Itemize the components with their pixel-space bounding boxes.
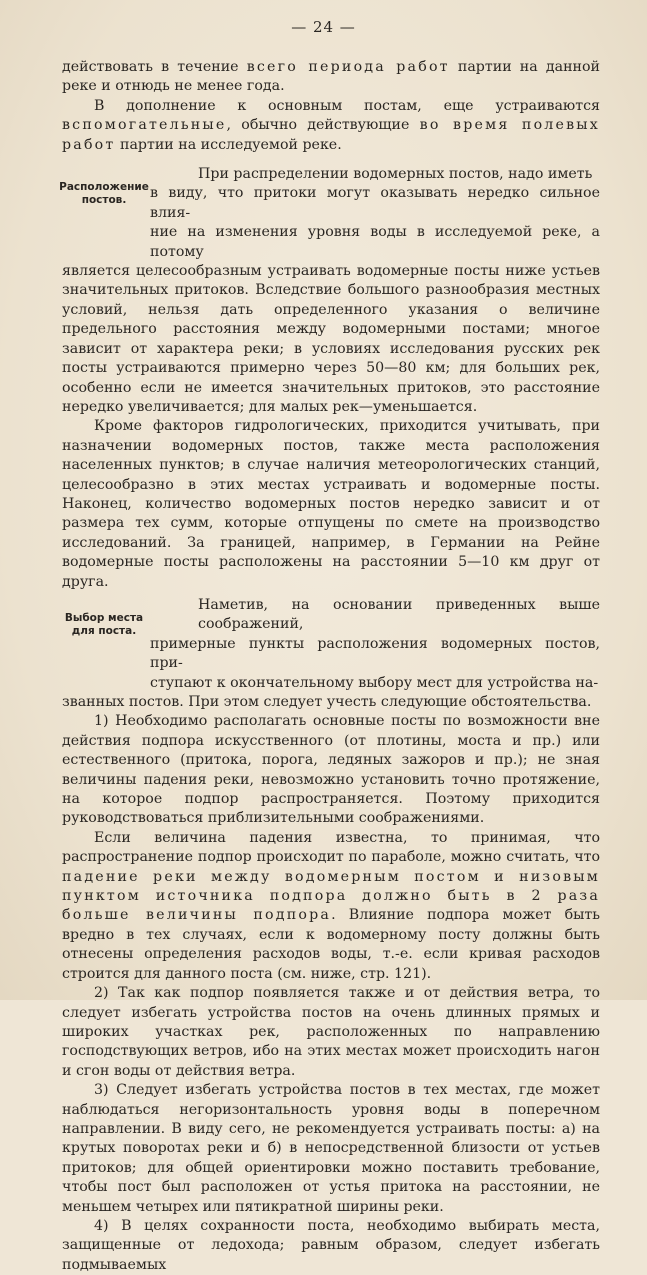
text-run: . Влияние подпора может быть вредно в тех случаях, если к водомерному посту должны быть отнесены определения расходов воды, т.-е. если кривая расходов строится для данного поста (см. ниже, стр. 121).	[62, 907, 600, 982]
page-body	[59, 58, 600, 1275]
list-item: 3) Следует избегать устройства постов в тех местах, где может наблюдаться негоризонтальность уровня воды в поперечном направлении. В виду сего, не рекомендуется устраивать посты: а) на крутых поворотах реки и б) в непосредственной близости от устьев притоков; для общей ориентировки можно поставить требование, чтобы пост был расположен от устья притока на расстоянии, не меньшем четырех или пятикратной ширины реки.	[62, 1082, 600, 1215]
paragraph	[62, 58, 600, 97]
text-run: действовать в течение	[62, 59, 247, 75]
paragraph	[62, 97, 600, 155]
text-line: Наметив, на основании приведенных выше соображений,	[198, 596, 600, 633]
spaced-emphasis: падение реки между водомерным постом и низовым пунктом источника подпора должно быть в 2 раза больше величины подпора	[62, 868, 600, 924]
page-number: — 24 —	[291, 18, 356, 36]
text-line: При распределении водомерных постов, надо иметь	[198, 166, 593, 183]
spaced-emphasis: всего периода работ	[246, 59, 450, 75]
list-item: 1) Необходимо располагать основные посты по возможности вне действия подпора искусственного (от плотины, моста и пр.) или естественного (притока, порога, ледяных зажоров и пр.); не зная величины падения реки, невозможно установить точно протяжение, на которое подпор распространяется. Поэтому приходится руководствоваться приблизительными соображениями.	[62, 713, 600, 827]
section-opening-lines	[150, 165, 600, 262]
text-run: партии на данной реке и отнюдь не менее года.	[62, 59, 600, 95]
margin-heading-line: постов.	[81, 194, 127, 207]
text-line: ние на изменения уровня воды в исследуемой реке, а потому	[150, 224, 600, 260]
section-placement	[59, 165, 600, 262]
paragraph	[62, 829, 600, 984]
section-choice	[62, 596, 600, 693]
paragraph: Кроме факторов гидрологических, приходится учитывать, при назначении водомерных постов, также места расположения населенных пунктов; в случае наличия метеорологических станций, целесообразно в этих местах устраивать и водомерные посты. Наконец, количество водомерных постов нередко зависит и от размера тех сумм, которые отпущены по смете на производство исследований. За границей, например, в Германии на Рейне водомерные посты расположены на расстоянии 5—10 км друг от друга.	[62, 418, 600, 590]
margin-heading	[58, 181, 150, 207]
text-line: ступают к окончательному выбору мест для устройства на-	[150, 674, 599, 691]
text-run: В дополнение к основным постам, еще устраиваются	[94, 97, 600, 114]
section-opening-lines	[150, 596, 600, 693]
spaced-emphasis: во время полевых работ	[62, 117, 600, 153]
text-run: партии на исследуемой реке.	[115, 136, 342, 153]
margin-heading-line: Выбор места	[64, 611, 144, 624]
paragraph: является целесообразным устраивать водомерные посты ниже устьев значительных притоков. Вследствие большого разнообразия местных условий, нельзя дать определенного указания о величине предельного расстояния между водомерными постами; многое зависит от характера реки; в условиях исследования русских рек посты устраиваются примерно через 50—80 км; для больших рек, особенно если не имеется значительных притоков, это расстояние нередко увеличивается; для малых рек—уменьшается.	[62, 263, 600, 415]
text-run: Если величина падения известна, то принимая, что распространение подпор происходит по параболе, можно считать, что	[62, 829, 600, 866]
list-item: 2) Так как подпор появляется также и от действия ветра, то следует избегать устройства постов на очень длинных прямых и широких участках рек, расположенных по направлению господствующих ветров, ибо на этих местах может происходить нагон и сгон воды от действия ветра.	[62, 985, 600, 1079]
margin-heading-line: Расположение	[59, 181, 149, 194]
margin-heading	[58, 612, 150, 638]
list-item: 4) В целях сохранности поста, необходимо выбирать места, защищенные от ледохода; равным образом, следует избегать подмываемых	[62, 1217, 600, 1273]
paragraph: званных постов. При этом следует учесть следующие обстоятельства.	[62, 694, 592, 710]
spaced-emphasis: вспомогательные	[62, 117, 227, 134]
text-run: , обычно действующие	[226, 117, 420, 134]
text-line: в виду, что притоки могут оказывать нередко сильное влия-	[150, 185, 600, 221]
spacer	[62, 155, 600, 165]
margin-heading-line: для поста.	[71, 624, 137, 637]
text-line: примерные пункты расположения водомерных постов, при-	[150, 635, 600, 672]
